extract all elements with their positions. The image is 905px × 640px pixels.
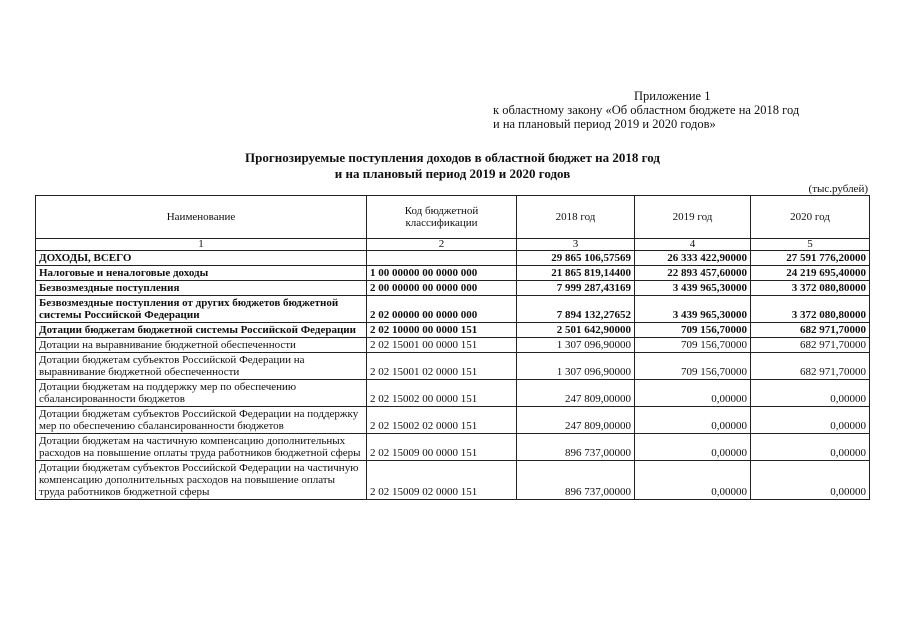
table-row xyxy=(36,296,870,323)
row-value-2019: 709 156,70000 xyxy=(635,353,751,380)
row-value-2018: 247 809,00000 xyxy=(517,407,635,434)
row-value-2018: 896 737,00000 xyxy=(517,461,635,500)
row-value-2020: 0,00000 xyxy=(751,380,870,407)
row-value-2019: 22 893 457,60000 xyxy=(635,266,751,281)
table-row xyxy=(36,338,870,353)
row-value-2020: 682 971,70000 xyxy=(751,353,870,380)
header-name: Наименование xyxy=(36,196,367,239)
row-code: 2 02 10000 00 0000 151 xyxy=(367,323,517,338)
units-label: (тыс.рублей) xyxy=(808,183,868,195)
table-row xyxy=(36,323,870,338)
document-title xyxy=(0,150,905,182)
row-value-2019: 0,00000 xyxy=(635,407,751,434)
row-value-2018: 1 307 096,90000 xyxy=(517,338,635,353)
row-value-2020: 24 219 695,40000 xyxy=(751,266,870,281)
row-name: Дотации бюджетам субъектов Российской Федерации на поддержку мер по обеспечению сбалансированности бюджетов xyxy=(36,407,367,434)
column-number: 2 xyxy=(367,239,517,251)
row-code xyxy=(367,251,517,266)
table-row xyxy=(36,407,870,434)
appendix-line-1: к областному закону «Об областном бюджете на 2018 год xyxy=(493,103,800,117)
row-name: Дотации на выравнивание бюджетной обеспеченности xyxy=(36,338,367,353)
row-code: 1 00 00000 00 0000 000 xyxy=(367,266,517,281)
header-code: Код бюджетной классификации xyxy=(367,196,517,239)
row-name: Дотации бюджетам на поддержку мер по обеспечению сбалансированности бюджетов xyxy=(36,380,367,407)
row-value-2018: 21 865 819,14400 xyxy=(517,266,635,281)
row-name: Дотации бюджетам субъектов Российской Федерации на выравнивание бюджетной обеспеченности xyxy=(36,353,367,380)
appendix-title: Приложение 1 xyxy=(634,89,711,103)
row-name: Дотации бюджетам бюджетной системы Российской Федерации xyxy=(36,323,367,338)
table-row xyxy=(36,353,870,380)
row-value-2019: 3 439 965,30000 xyxy=(635,296,751,323)
row-code: 2 02 15001 02 0000 151 xyxy=(367,353,517,380)
row-value-2020: 3 372 080,80000 xyxy=(751,281,870,296)
row-code: 2 02 15009 02 0000 151 xyxy=(367,461,517,500)
row-value-2018: 247 809,00000 xyxy=(517,380,635,407)
column-number: 3 xyxy=(517,239,635,251)
row-value-2018: 896 737,00000 xyxy=(517,434,635,461)
table-row xyxy=(36,461,870,500)
header-2019: 2019 год xyxy=(635,196,751,239)
row-value-2018: 2 501 642,90000 xyxy=(517,323,635,338)
column-number: 1 xyxy=(36,239,367,251)
row-code: 2 02 15002 00 0000 151 xyxy=(367,380,517,407)
row-value-2020: 0,00000 xyxy=(751,434,870,461)
document-title-line-2: и на плановый период 2019 и 2020 годов xyxy=(334,166,571,181)
row-code: 2 02 15001 00 0000 151 xyxy=(367,338,517,353)
column-number: 5 xyxy=(751,239,870,251)
row-value-2018: 29 865 106,57569 xyxy=(517,251,635,266)
row-value-2018: 1 307 096,90000 xyxy=(517,353,635,380)
table-row xyxy=(36,434,870,461)
row-value-2018: 7 999 287,43169 xyxy=(517,281,635,296)
header-2020: 2020 год xyxy=(751,196,870,239)
row-code: 2 00 00000 00 0000 000 xyxy=(367,281,517,296)
row-value-2019: 0,00000 xyxy=(635,380,751,407)
table-body xyxy=(36,251,870,500)
row-name: ДОХОДЫ, ВСЕГО xyxy=(36,251,367,266)
row-value-2020: 682 971,70000 xyxy=(751,338,870,353)
row-name: Налоговые и неналоговые доходы xyxy=(36,266,367,281)
column-number-row xyxy=(36,239,870,251)
column-number: 4 xyxy=(635,239,751,251)
row-name: Дотации бюджетам субъектов Российской Федерации на частичную компенсацию дополнительных расходов на повышение оплаты труда работников бюджетной сферы xyxy=(36,461,367,500)
appendix-note xyxy=(493,89,799,131)
row-value-2019: 0,00000 xyxy=(635,434,751,461)
table-row xyxy=(36,266,870,281)
table-header-row xyxy=(36,196,870,239)
row-value-2019: 709 156,70000 xyxy=(635,323,751,338)
row-code: 2 02 00000 00 0000 000 xyxy=(367,296,517,323)
table-row xyxy=(36,251,870,266)
row-value-2020: 3 372 080,80000 xyxy=(751,296,870,323)
appendix-line-2: и на плановый период 2019 и 2020 годов» xyxy=(493,117,716,131)
row-code: 2 02 15009 00 0000 151 xyxy=(367,434,517,461)
document-title-line-1: Прогнозируемые поступления доходов в областной бюджет на 2018 год xyxy=(245,150,660,165)
header-2018: 2018 год xyxy=(517,196,635,239)
row-name: Безвозмездные поступления от других бюджетов бюджетной системы Российской Федерации xyxy=(36,296,367,323)
row-value-2019: 26 333 422,90000 xyxy=(635,251,751,266)
row-value-2020: 27 591 776,20000 xyxy=(751,251,870,266)
row-value-2020: 0,00000 xyxy=(751,461,870,500)
row-code: 2 02 15002 02 0000 151 xyxy=(367,407,517,434)
row-value-2020: 0,00000 xyxy=(751,407,870,434)
row-value-2019: 0,00000 xyxy=(635,461,751,500)
table-row xyxy=(36,281,870,296)
row-value-2019: 709 156,70000 xyxy=(635,338,751,353)
row-name: Безвозмездные поступления xyxy=(36,281,367,296)
table-row xyxy=(36,380,870,407)
row-name: Дотации бюджетам на частичную компенсацию дополнительных расходов на повышение оплаты труда работников бюджетной сферы xyxy=(36,434,367,461)
revenue-table xyxy=(35,195,870,500)
row-value-2019: 3 439 965,30000 xyxy=(635,281,751,296)
row-value-2020: 682 971,70000 xyxy=(751,323,870,338)
row-value-2018: 7 894 132,27652 xyxy=(517,296,635,323)
